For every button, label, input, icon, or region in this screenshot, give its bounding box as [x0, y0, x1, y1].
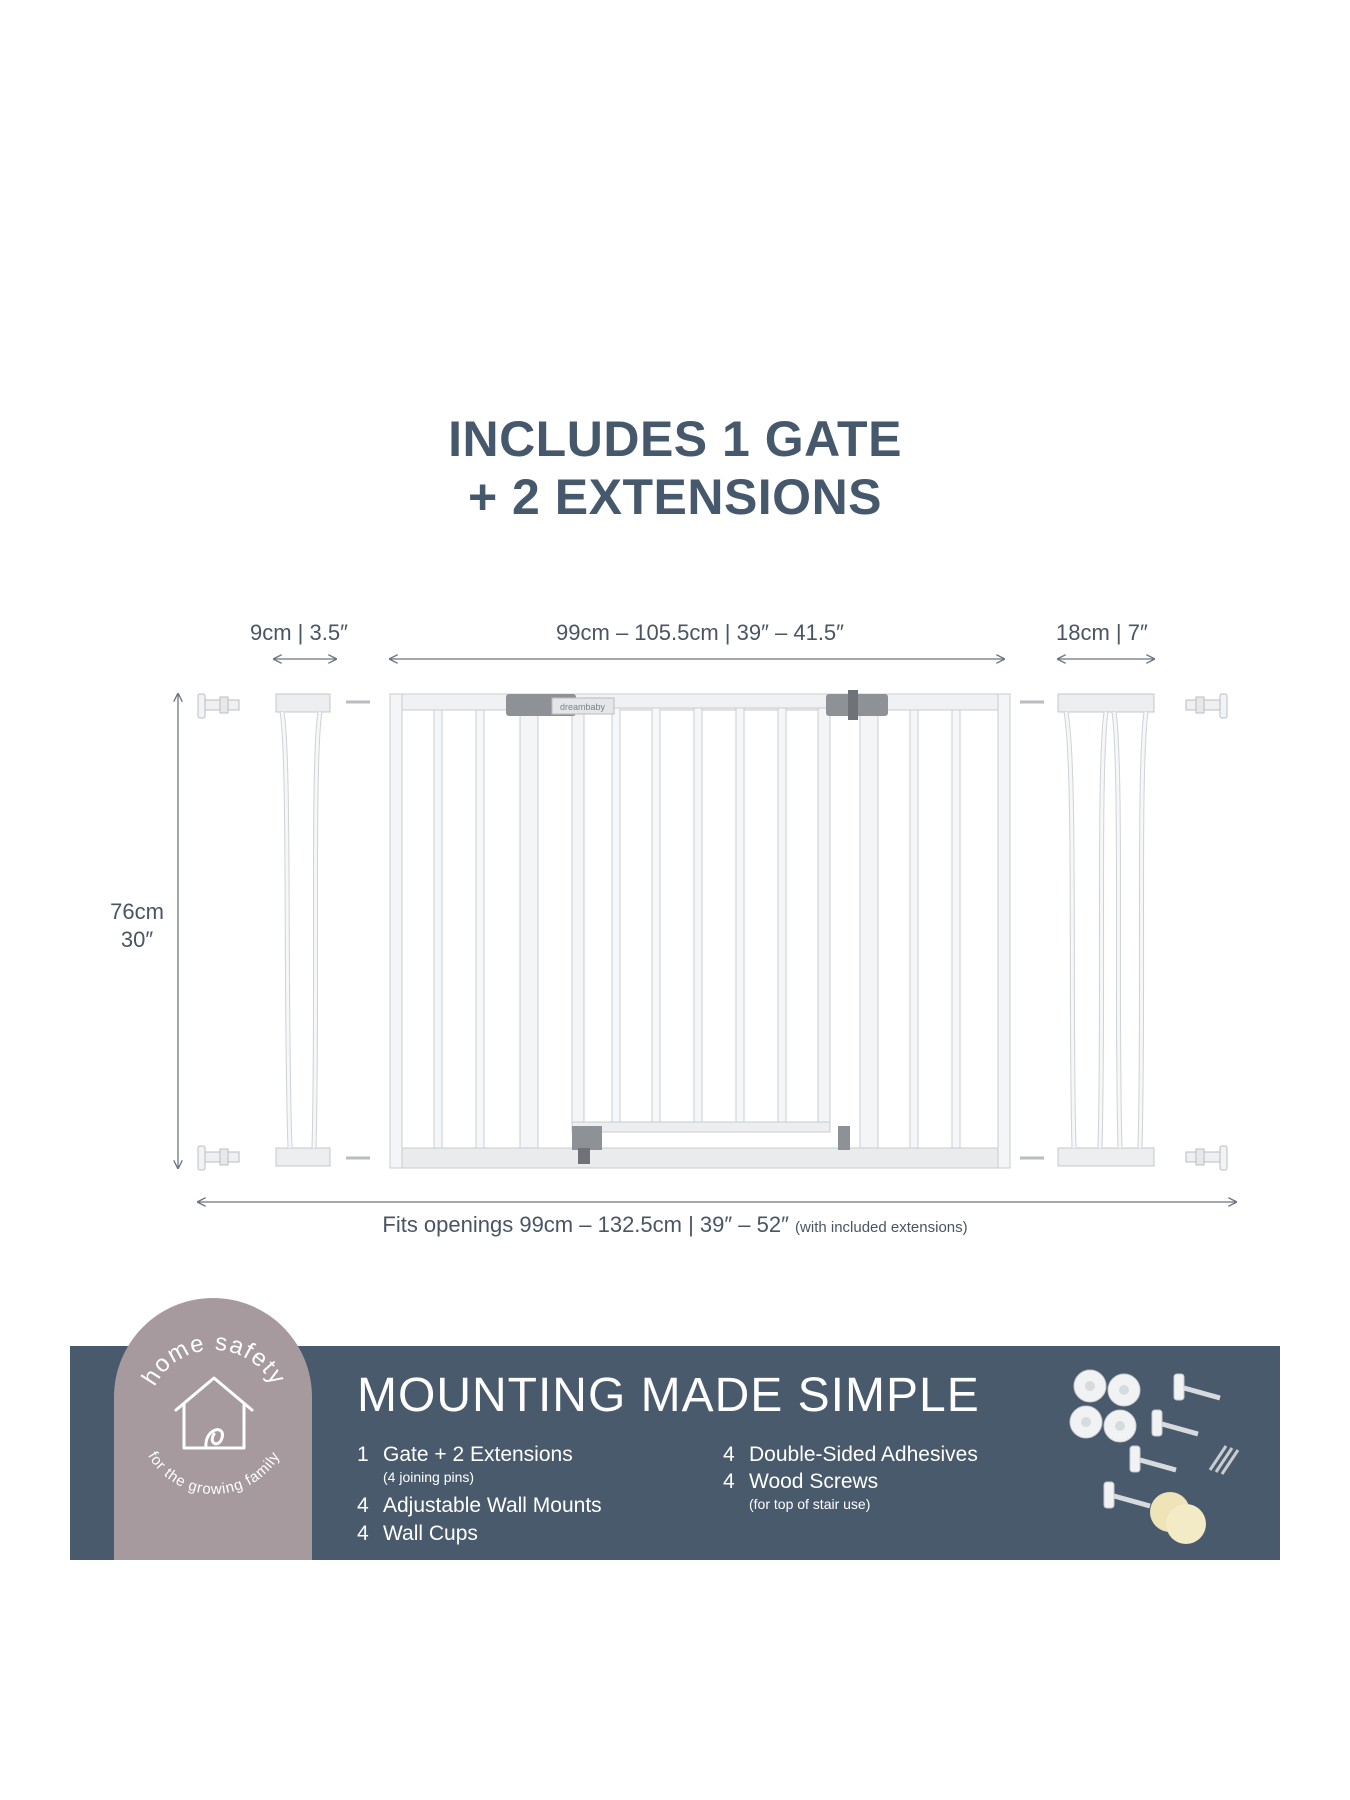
banner-title: MOUNTING MADE SIMPLE [357, 1369, 980, 1422]
wall-mount-icon [198, 694, 239, 718]
hardware-parts [1060, 1360, 1260, 1550]
wall-cup-icon [1104, 1410, 1136, 1442]
left-extension-panel [276, 694, 330, 1166]
headline-line-1: INCLUDES 1 GATE [448, 411, 902, 467]
wall-cup-icon [1070, 1406, 1102, 1438]
badge-text-top: home safety [136, 1328, 292, 1391]
item-label: Wood Screws [749, 1470, 879, 1493]
wall-cup-icon [1108, 1374, 1140, 1406]
list-item [723, 1470, 878, 1512]
wall-mount-icon [1186, 694, 1227, 718]
gate-logo: dreambaby [560, 702, 606, 712]
height-cm: 76cm [110, 899, 164, 924]
item-qty: 4 [357, 1522, 369, 1545]
badge-text-bottom: for the growing family [144, 1448, 284, 1499]
list-item [357, 1494, 602, 1518]
list-item [723, 1443, 978, 1467]
gate-width-dimension: 99cm – 105.5cm | 39″ – 41.5″ [556, 620, 844, 645]
wall-mount-icon [1186, 1146, 1227, 1170]
adhesive-pad-icon [1150, 1492, 1206, 1544]
home-safety-badge [114, 1298, 312, 1560]
right-extension-dimension: 18cm | 7″ [1056, 620, 1148, 645]
item-qty: 4 [723, 1470, 735, 1493]
item-sub: (4 joining pins) [383, 1469, 475, 1485]
height-in: 30″ [120, 927, 154, 952]
wall-cup-icon [1074, 1370, 1106, 1402]
list-item [357, 1522, 478, 1546]
wall-mount-icon [1104, 1482, 1150, 1508]
gate-panel [390, 690, 1010, 1168]
headline-line-2: + 2 EXTENSIONS [467, 469, 883, 525]
list-item [357, 1443, 573, 1485]
fits-openings-note: (with included extensions) [795, 1219, 968, 1236]
item-label: Adjustable Wall Mounts [383, 1494, 602, 1517]
item-qty: 4 [723, 1443, 735, 1466]
item-label: Wall Cups [383, 1522, 478, 1545]
item-sub: (for top of stair use) [749, 1496, 871, 1512]
wall-mount-icon [1130, 1446, 1176, 1472]
right-extension-panel [1058, 694, 1154, 1166]
item-label: Double-Sided Adhesives [749, 1443, 978, 1466]
wall-mount-icon [1174, 1374, 1220, 1400]
left-extension-dimension: 9cm | 3.5″ [250, 620, 348, 645]
wall-mount-icon [198, 1146, 239, 1170]
item-qty: 4 [357, 1494, 369, 1517]
screw-icon [1210, 1446, 1238, 1474]
fits-openings-text: Fits openings 99cm – 132.5cm | 39″ – 52″ [382, 1212, 789, 1237]
wall-mount-icon [1152, 1410, 1198, 1436]
house-icon [176, 1378, 252, 1448]
item-label: Gate + 2 Extensions [383, 1443, 573, 1466]
item-qty: 1 [357, 1443, 369, 1466]
